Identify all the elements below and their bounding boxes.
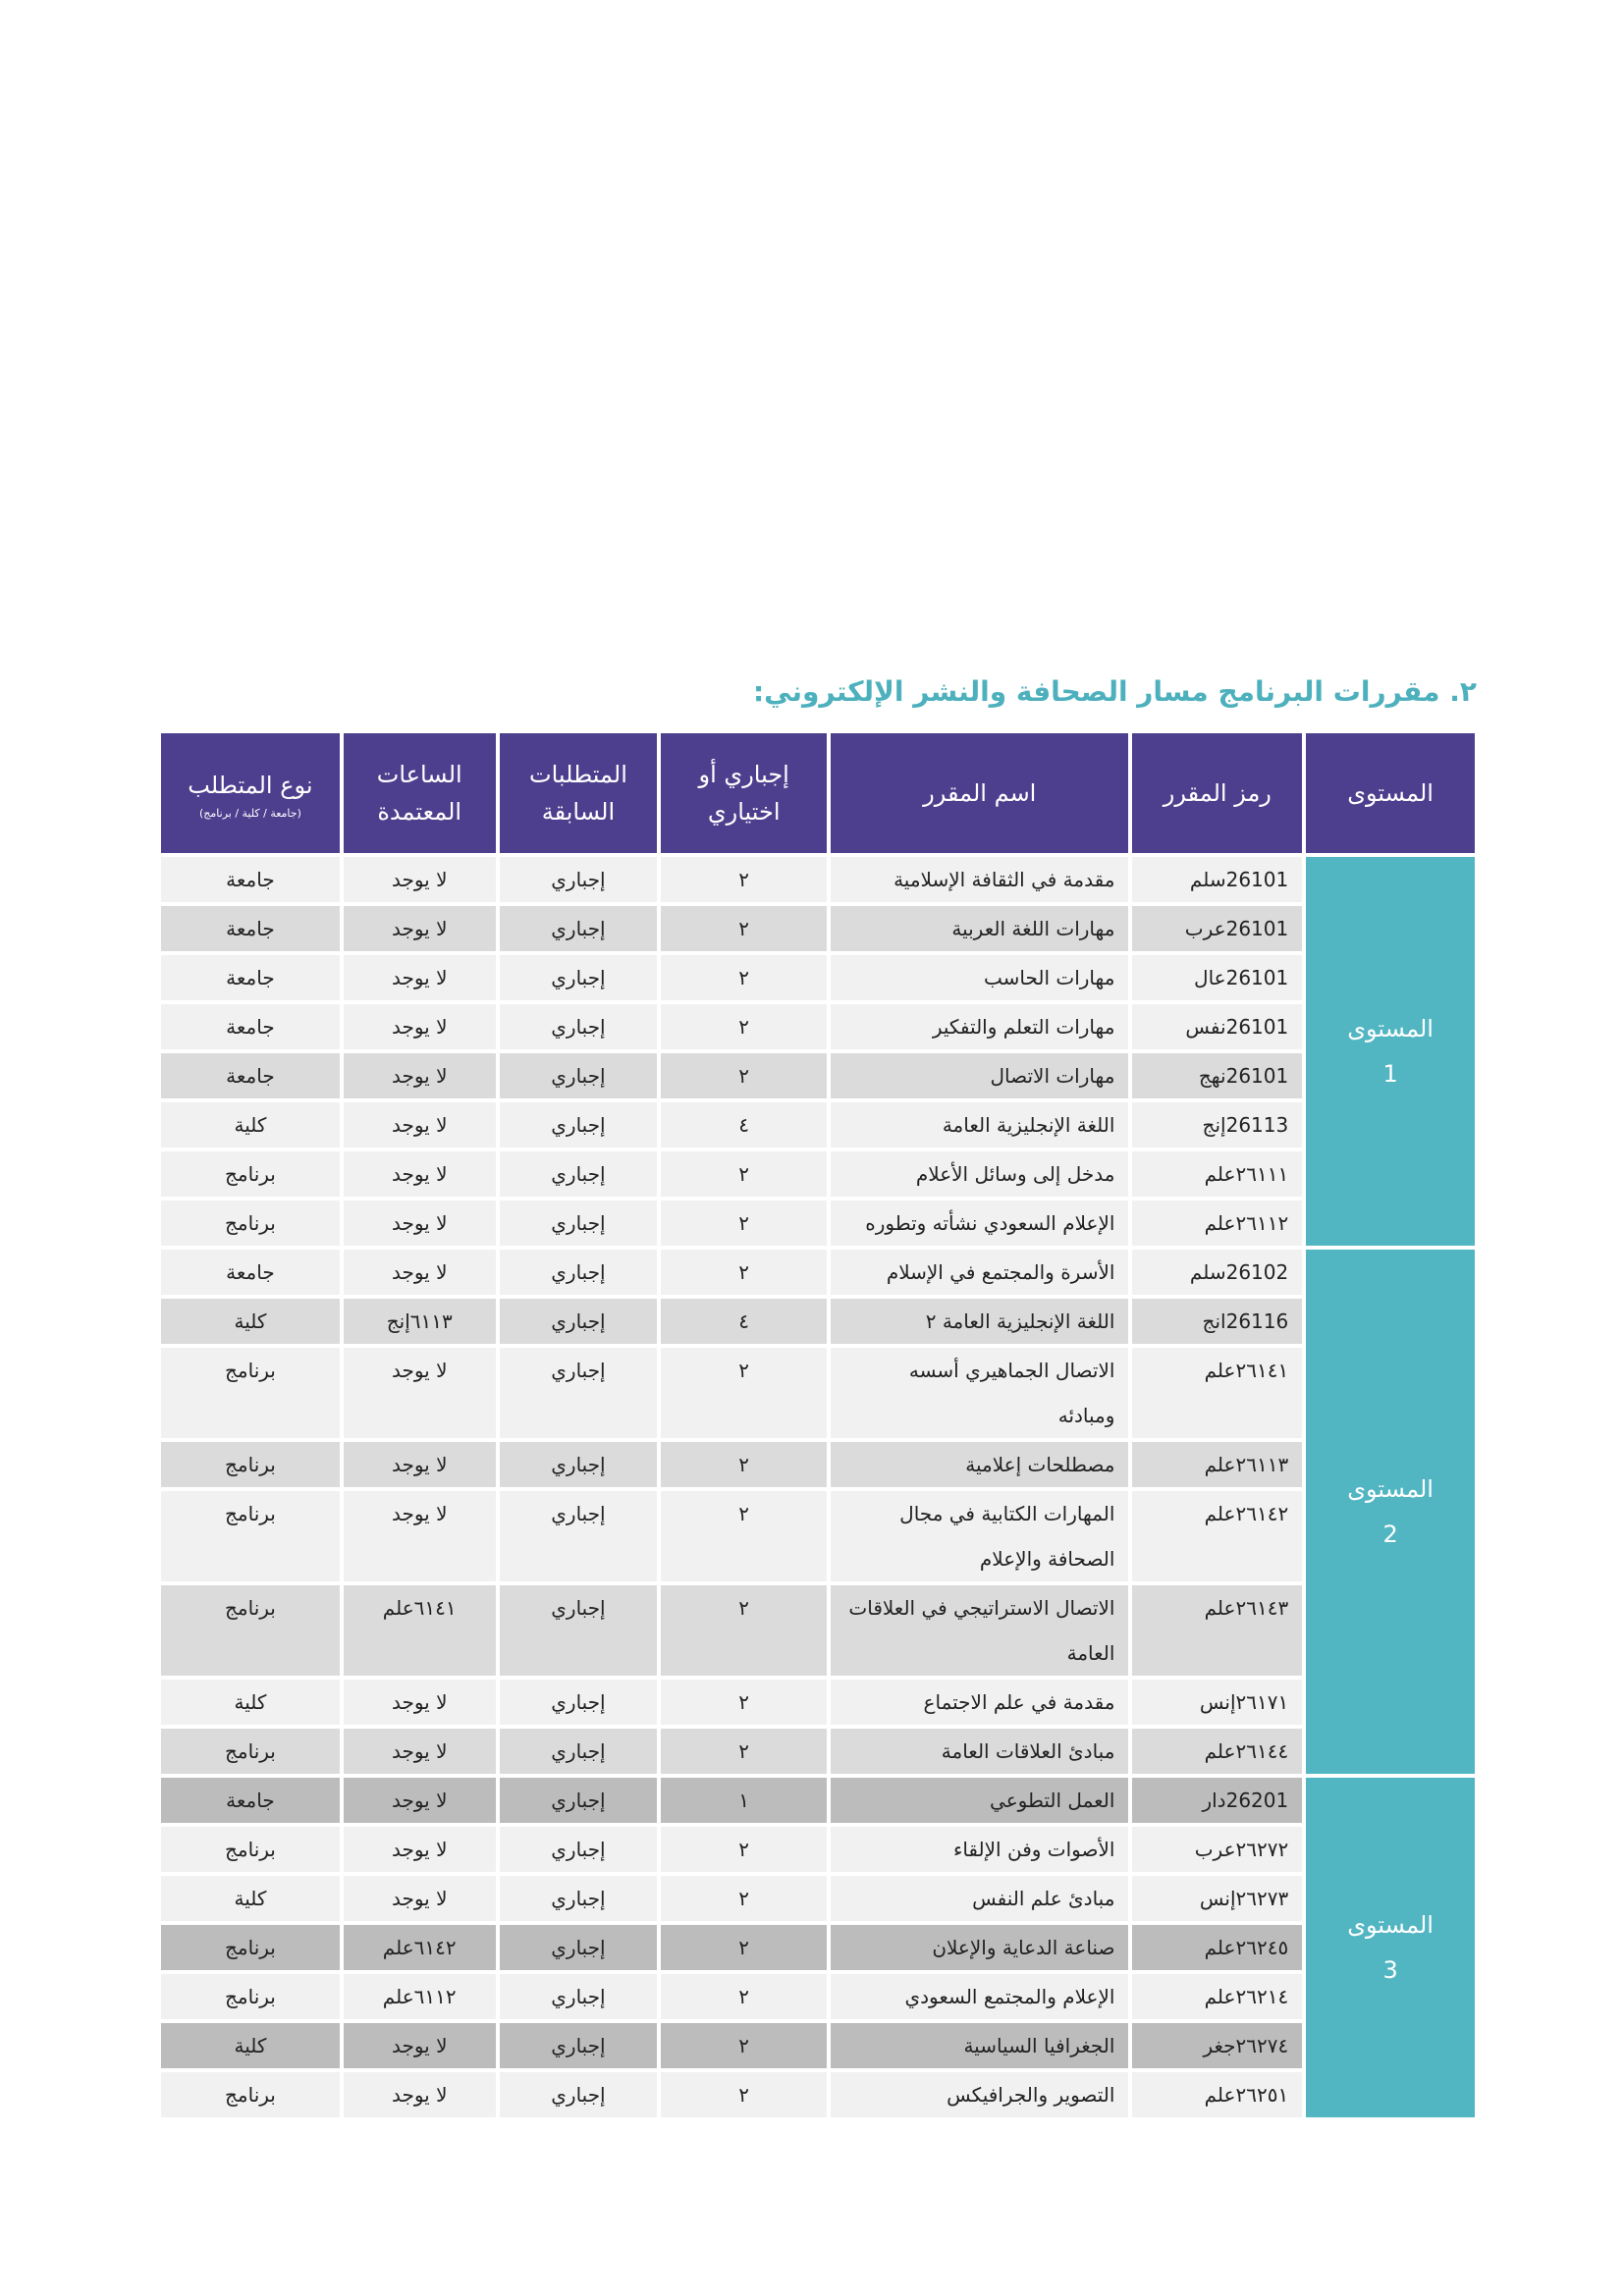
table-row xyxy=(161,1974,1475,2019)
course-name-line: التصوير والجرافيكس xyxy=(947,2083,1115,2107)
course-req-type: برنامج xyxy=(161,1585,340,1676)
course-req-type: برنامج xyxy=(161,1201,340,1246)
course-prereq: إجباري xyxy=(500,1151,658,1197)
course-code: ٢٦١١٢علم xyxy=(1132,1201,1302,1246)
course-req-type: برنامج xyxy=(161,1442,340,1487)
course-prereq: إجباري xyxy=(500,1053,658,1098)
course-prereq: إجباري xyxy=(500,1680,658,1725)
course-req-type: جامعة xyxy=(161,857,340,902)
course-mandatory: ٢ xyxy=(661,1053,827,1098)
course-req-type: جامعة xyxy=(161,1778,340,1823)
course-name-line: مبادئ علم النفس xyxy=(972,1887,1115,1910)
header-mandatory: إجباري أو اختياري xyxy=(661,733,827,853)
level-label: المستوى xyxy=(1347,1911,1434,1939)
course-name-line: الجغرافيا السياسية xyxy=(963,2034,1115,2057)
level-number: 1 xyxy=(1382,1060,1398,1088)
course-name-line: مصطلحات إعلامية xyxy=(965,1453,1115,1476)
course-mandatory: ٢ xyxy=(661,1151,827,1197)
course-prereq: إجباري xyxy=(500,857,658,902)
section-title: ٢. مقررات البرنامج مسار الصحافة والنشر الإلكتروني: xyxy=(752,675,1477,708)
course-prereq: إجباري xyxy=(500,1102,658,1148)
course-prereq: إجباري xyxy=(500,1299,658,1344)
header-req-type-sub: (جامعة / كلية / برنامج) xyxy=(199,806,301,820)
course-req-type: جامعة xyxy=(161,906,340,951)
course-prereq: إجباري xyxy=(500,1348,658,1438)
course-name-line: مقدمة في علم الاجتماع xyxy=(923,1690,1115,1714)
course-name-line: ومبادئه xyxy=(1057,1404,1115,1427)
course-name xyxy=(831,1680,1128,1725)
table-row xyxy=(161,1053,1475,1098)
course-mandatory: ٢ xyxy=(661,1348,827,1438)
course-name xyxy=(831,955,1128,1000)
course-code: 26116انج xyxy=(1132,1299,1302,1344)
course-mandatory: ٤ xyxy=(661,1299,827,1344)
course-hours: لا يوجد xyxy=(344,1201,496,1246)
header-req-type xyxy=(161,733,340,853)
course-name-line: مهارات التعلم والتفكير xyxy=(932,1015,1115,1039)
course-name-line: الاتصال الجماهيري أسسه xyxy=(908,1359,1115,1382)
table-row xyxy=(161,1348,1475,1438)
course-code: ٢٦٢٧٤جغر xyxy=(1132,2023,1302,2068)
course-name-line: مهارات الاتصال xyxy=(990,1064,1115,1088)
course-name xyxy=(831,1585,1128,1676)
table-row xyxy=(161,1151,1475,1197)
level-label: المستوى xyxy=(1347,1475,1434,1503)
course-prereq: إجباري xyxy=(500,1442,658,1487)
course-code: 26101نهج xyxy=(1132,1053,1302,1098)
course-prereq: إجباري xyxy=(500,1585,658,1676)
table-row xyxy=(161,1827,1475,1872)
table-row xyxy=(161,906,1475,951)
course-name-line: مبادئ العلاقات العامة xyxy=(941,1739,1115,1763)
level-cell xyxy=(1306,1250,1475,1774)
course-code: ٢٦١٤١علم xyxy=(1132,1348,1302,1438)
table-row xyxy=(161,857,1475,902)
table-row xyxy=(161,1925,1475,1970)
course-code: 26101سلم xyxy=(1132,857,1302,902)
course-hours: ٦١١٢علم xyxy=(344,1974,496,2019)
table-row xyxy=(161,1102,1475,1148)
course-req-type: كلية xyxy=(161,1299,340,1344)
header-code: رمز المقرر xyxy=(1132,733,1302,853)
course-name xyxy=(831,1348,1128,1438)
course-name xyxy=(831,1729,1128,1774)
course-req-type: جامعة xyxy=(161,1004,340,1049)
course-name-line: الإعلام السعودي نشأته وتطوره xyxy=(865,1211,1115,1235)
header-row xyxy=(161,733,1475,853)
course-hours: لا يوجد xyxy=(344,1250,496,1295)
course-hours: ٦١٤١علم xyxy=(344,1585,496,1676)
course-name xyxy=(831,2023,1128,2068)
course-mandatory: ٢ xyxy=(661,1250,827,1295)
course-mandatory: ٢ xyxy=(661,1827,827,1872)
table-row xyxy=(161,1299,1475,1344)
course-mandatory: ٢ xyxy=(661,906,827,951)
course-req-type: كلية xyxy=(161,1680,340,1725)
course-name xyxy=(831,1925,1128,1970)
course-name xyxy=(831,1201,1128,1246)
course-mandatory: ٢ xyxy=(661,1974,827,2019)
level-number: 2 xyxy=(1382,1521,1398,1548)
course-name xyxy=(831,1974,1128,2019)
course-hours: لا يوجد xyxy=(344,1827,496,1872)
table-row xyxy=(161,955,1475,1000)
course-hours: لا يوجد xyxy=(344,1876,496,1921)
table-row xyxy=(161,1778,1475,1823)
course-name xyxy=(831,1102,1128,1148)
course-req-type: كلية xyxy=(161,1876,340,1921)
course-prereq: إجباري xyxy=(500,2023,658,2068)
course-prereq: إجباري xyxy=(500,906,658,951)
course-code: ٢٦٢٧٢عرب xyxy=(1132,1827,1302,1872)
course-mandatory: ٢ xyxy=(661,1201,827,1246)
course-mandatory: ٢ xyxy=(661,1491,827,1581)
level-number: 3 xyxy=(1382,1956,1398,1984)
course-req-type: برنامج xyxy=(161,1925,340,1970)
table-row xyxy=(161,1004,1475,1049)
course-name-line: الإعلام والمجتمع السعودي xyxy=(904,1985,1115,2008)
course-hours: لا يوجد xyxy=(344,2072,496,2117)
course-hours: لا يوجد xyxy=(344,2023,496,2068)
course-mandatory: ٢ xyxy=(661,1680,827,1725)
course-hours: لا يوجد xyxy=(344,1442,496,1487)
header-hours: الساعات المعتمدة xyxy=(344,733,496,853)
course-code: 26101عال xyxy=(1132,955,1302,1000)
course-mandatory: ٢ xyxy=(661,1442,827,1487)
level-label: المستوى xyxy=(1347,1015,1434,1042)
course-req-type: برنامج xyxy=(161,1729,340,1774)
course-hours: لا يوجد xyxy=(344,1151,496,1197)
course-name xyxy=(831,1299,1128,1344)
header-req-type-label: نوع المتطلب xyxy=(188,772,313,800)
course-req-type: كلية xyxy=(161,2023,340,2068)
course-prereq: إجباري xyxy=(500,1827,658,1872)
course-name xyxy=(831,1491,1128,1581)
course-mandatory: ٢ xyxy=(661,2023,827,2068)
course-prereq: إجباري xyxy=(500,1778,658,1823)
course-code: ٢٦١١١علم xyxy=(1132,1151,1302,1197)
course-name-line: اللغة الإنجليزية العامة ٢ xyxy=(925,1309,1115,1333)
course-mandatory: ٢ xyxy=(661,1004,827,1049)
course-req-type: برنامج xyxy=(161,1827,340,1872)
course-req-type: جامعة xyxy=(161,1250,340,1295)
course-hours: لا يوجد xyxy=(344,857,496,902)
course-req-type: جامعة xyxy=(161,955,340,1000)
course-mandatory: ٤ xyxy=(661,1102,827,1148)
course-code: ٢٦٢٧٣إنس xyxy=(1132,1876,1302,1921)
course-hours: لا يوجد xyxy=(344,1004,496,1049)
table-row xyxy=(161,1250,1475,1295)
course-hours: لا يوجد xyxy=(344,1680,496,1725)
table-row xyxy=(161,1442,1475,1487)
course-prereq: إجباري xyxy=(500,1876,658,1921)
course-code: ٢٦٢١٤علم xyxy=(1132,1974,1302,2019)
course-hours: لا يوجد xyxy=(344,1491,496,1581)
course-hours: لا يوجد xyxy=(344,906,496,951)
course-req-type: برنامج xyxy=(161,1151,340,1197)
header-prereq: المتطلبات السابقة xyxy=(500,733,658,853)
course-mandatory: ٢ xyxy=(661,857,827,902)
course-code: 26101عرب xyxy=(1132,906,1302,951)
course-prereq: إجباري xyxy=(500,1491,658,1581)
course-prereq: إجباري xyxy=(500,1201,658,1246)
course-prereq: إجباري xyxy=(500,1004,658,1049)
table-row xyxy=(161,2072,1475,2117)
course-hours: ٦١١٣إنج xyxy=(344,1299,496,1344)
course-code: ٢٦٢٤٥علم xyxy=(1132,1925,1302,1970)
table-row xyxy=(161,2023,1475,2068)
table-row xyxy=(161,1201,1475,1246)
table-row xyxy=(161,1876,1475,1921)
level-cell xyxy=(1306,857,1475,1246)
course-name xyxy=(831,2072,1128,2117)
course-name-line: المهارات الكتابية في مجال xyxy=(899,1502,1115,1525)
course-name-line: العامة xyxy=(1066,1641,1115,1665)
course-code: ٢٦٢٥١علم xyxy=(1132,2072,1302,2117)
course-code: 26113إنج xyxy=(1132,1102,1302,1148)
course-mandatory: ١ xyxy=(661,1778,827,1823)
course-name xyxy=(831,1250,1128,1295)
course-name-line: مهارات اللغة العربية xyxy=(951,917,1115,940)
course-name xyxy=(831,1876,1128,1921)
course-name-line: الاتصال الاستراتيجي في العلاقات xyxy=(848,1596,1115,1620)
course-req-type: برنامج xyxy=(161,1491,340,1581)
course-code: 26201دار xyxy=(1132,1778,1302,1823)
course-hours: لا يوجد xyxy=(344,1102,496,1148)
course-name-line: العمل التطوعي xyxy=(990,1789,1115,1812)
course-prereq: إجباري xyxy=(500,955,658,1000)
course-code: 26102سلم xyxy=(1132,1250,1302,1295)
course-name xyxy=(831,1004,1128,1049)
course-prereq: إجباري xyxy=(500,1250,658,1295)
course-req-type: برنامج xyxy=(161,1348,340,1438)
course-code: ٢٦١٤٢علم xyxy=(1132,1491,1302,1581)
course-hours: لا يوجد xyxy=(344,1778,496,1823)
course-name-line: مهارات الحاسب xyxy=(983,966,1115,989)
course-prereq: إجباري xyxy=(500,1925,658,1970)
course-code: 26101نفس xyxy=(1132,1004,1302,1049)
course-mandatory: ٢ xyxy=(661,1876,827,1921)
course-name xyxy=(831,906,1128,951)
course-name xyxy=(831,1442,1128,1487)
course-name-line: مقدمة في الثقافة الإسلامية xyxy=(893,868,1115,891)
course-prereq: إجباري xyxy=(500,1729,658,1774)
course-name-line: الأسرة والمجتمع في الإسلام xyxy=(886,1260,1115,1284)
course-hours: لا يوجد xyxy=(344,1348,496,1438)
course-req-type: كلية xyxy=(161,1102,340,1148)
course-hours: لا يوجد xyxy=(344,1053,496,1098)
header-name: اسم المقرر xyxy=(831,733,1128,853)
level-cell xyxy=(1306,1778,1475,2117)
course-name-line: الأصوات وفن الإلقاء xyxy=(952,1838,1115,1861)
courses-table xyxy=(157,729,1479,2121)
course-name-line: صناعة الدعاية والإعلان xyxy=(932,1936,1115,1959)
course-prereq: إجباري xyxy=(500,2072,658,2117)
course-mandatory: ٢ xyxy=(661,1729,827,1774)
table-row xyxy=(161,1491,1475,1581)
course-name-line: مدخل إلى وسائل الأعلام xyxy=(915,1162,1115,1186)
course-code: ٢٦١٧١إنس xyxy=(1132,1680,1302,1725)
course-req-type: برنامج xyxy=(161,2072,340,2117)
course-req-type: جامعة xyxy=(161,1053,340,1098)
course-hours: لا يوجد xyxy=(344,955,496,1000)
table-row xyxy=(161,1680,1475,1725)
course-code: ٢٦١٤٤علم xyxy=(1132,1729,1302,1774)
course-name-line: اللغة الإنجليزية العامة xyxy=(942,1113,1115,1137)
course-hours: لا يوجد xyxy=(344,1729,496,1774)
course-name xyxy=(831,857,1128,902)
table-body xyxy=(161,857,1475,2117)
course-hours: ٦١٤٢علم xyxy=(344,1925,496,1970)
course-name xyxy=(831,1151,1128,1197)
course-code: ٢٦١١٣علم xyxy=(1132,1442,1302,1487)
course-mandatory: ٢ xyxy=(661,1925,827,1970)
course-prereq: إجباري xyxy=(500,1974,658,2019)
course-name xyxy=(831,1778,1128,1823)
course-mandatory: ٢ xyxy=(661,2072,827,2117)
course-mandatory: ٢ xyxy=(661,1585,827,1676)
course-mandatory: ٢ xyxy=(661,955,827,1000)
course-req-type: برنامج xyxy=(161,1974,340,2019)
course-name-line: الصحافة والإعلام xyxy=(979,1547,1115,1571)
course-code: ٢٦١٤٣علم xyxy=(1132,1585,1302,1676)
table-row xyxy=(161,1729,1475,1774)
course-name xyxy=(831,1827,1128,1872)
table-row xyxy=(161,1585,1475,1676)
header-level: المستوى xyxy=(1306,733,1475,853)
course-name xyxy=(831,1053,1128,1098)
